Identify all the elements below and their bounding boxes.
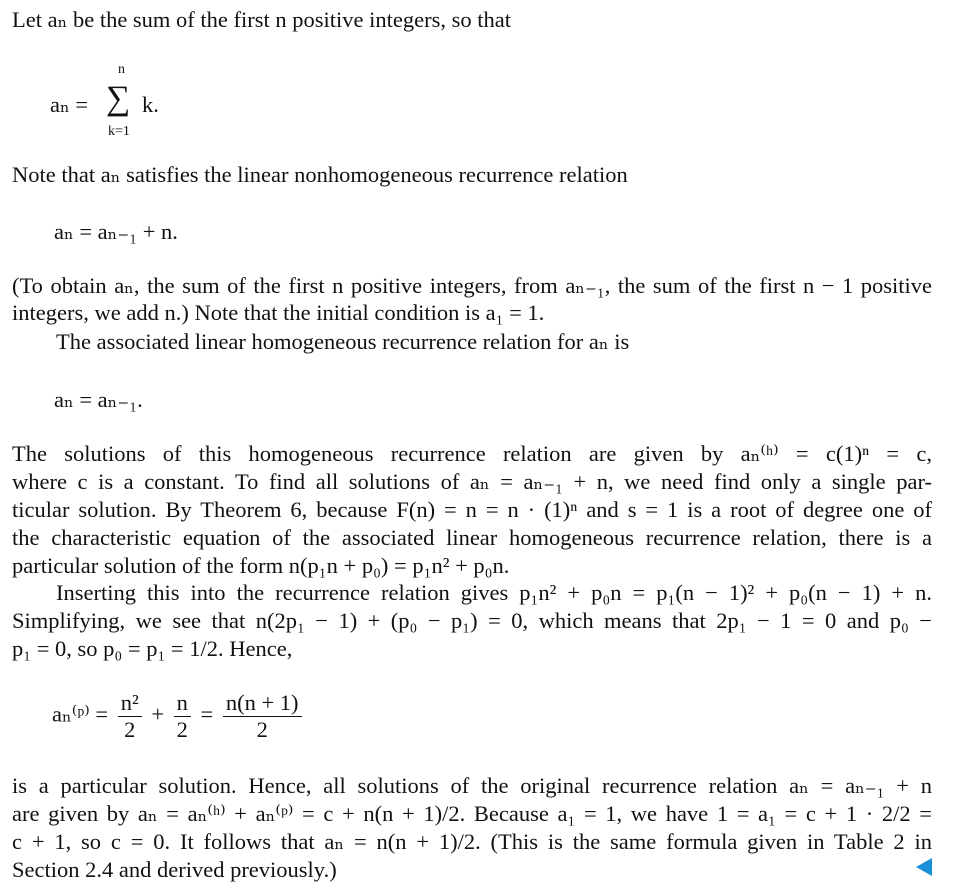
paragraph-line: p₁ = 0, so p₀ = p₁ = 1/2. Hence, bbox=[12, 636, 293, 661]
paragraph-line: is a particular solution. Hence, all solutions of the original recurrence relation aₙ = aₙ₋₁ + n bbox=[12, 773, 932, 798]
paragraph-line: integers, we add n.) Note that the initial condition is a₁ = 1. bbox=[12, 300, 545, 325]
paragraph-line: Simplifying, we see that n(2p₁ − 1) + (p₀ − p₁) = 0, which means that 2p₁ − 1 = 0 and p₀ − bbox=[12, 608, 932, 633]
eq-lhs: aₙ⁽ᵖ⁾ = bbox=[52, 701, 109, 727]
end-of-solution-triangle-icon bbox=[916, 858, 932, 876]
paragraph-line: Section 2.4 and derived previously.) bbox=[12, 857, 337, 882]
paragraph-line: where c is a constant. To find all solutions of aₙ = aₙ₋₁ + n, we need find only a single par- bbox=[12, 469, 932, 494]
paragraph-line: particular solution of the form n(p₁n + p₀) = p₁n² + p₀n. bbox=[12, 553, 510, 578]
paragraph-line: The solutions of this homogeneous recurrence relation are given by aₙ⁽ʰ⁾ = c(1)ⁿ = c, bbox=[12, 441, 932, 466]
plus-sign: + bbox=[151, 701, 165, 727]
paragraph-line: ticular solution. By Theorem 6, because F(n) = n = n · (1)ⁿ and s = 1 is a root of degree one of bbox=[12, 497, 932, 522]
paragraph-line: the characteristic equation of the associated linear homogeneous recurrence relation, there is a bbox=[12, 525, 932, 550]
paragraph-line: c + 1, so c = 0. It follows that aₙ = n(n + 1)/2. (This is the same formula given in Table 2 in bbox=[12, 829, 932, 854]
particular-solution-equation bbox=[52, 690, 306, 743]
paragraph-line: The associated linear homogeneous recurrence relation for aₙ is bbox=[56, 329, 630, 354]
note-line: Note that aₙ satisfies the linear nonhomogeneous recurrence relation bbox=[12, 162, 628, 187]
fraction: $\frac{n(n + 1)}{2}$ bbox=[223, 690, 302, 743]
sum-upper-limit: n bbox=[118, 62, 125, 77]
sum-lower-limit: k=1 bbox=[108, 124, 130, 139]
intro-line: Let aₙ be the sum of the first n positive integers, so that bbox=[12, 7, 511, 32]
sum-body: k. bbox=[142, 92, 159, 117]
recurrence-equation: aₙ = aₙ₋₁ + n. bbox=[54, 219, 178, 244]
paragraph-line: Inserting this into the recurrence relation gives p₁n² + p₀n = p₁(n − 1)² + p₀(n − 1) + n. bbox=[56, 580, 932, 605]
paragraph-line: are given by aₙ = aₙ⁽ʰ⁾ + aₙ⁽ᵖ⁾ = c + n(n + 1)/2. Because a₁ = 1, we have 1 = a₁ = c + 1 · 2/2 = bbox=[12, 801, 932, 826]
fraction: $\frac{n}{2}$ bbox=[174, 690, 191, 743]
homogeneous-equation: aₙ = aₙ₋₁. bbox=[54, 387, 143, 412]
sum-sigma: ∑ bbox=[106, 80, 131, 117]
paragraph-line: (To obtain aₙ, the sum of the first n positive integers, from aₙ₋₁, the sum of the first n − 1 positive bbox=[12, 273, 932, 298]
fraction: $\frac{\text{n²}}{2}$ bbox=[118, 690, 142, 743]
equals-sign: = bbox=[200, 701, 214, 727]
sum-lhs: aₙ = bbox=[50, 92, 89, 117]
